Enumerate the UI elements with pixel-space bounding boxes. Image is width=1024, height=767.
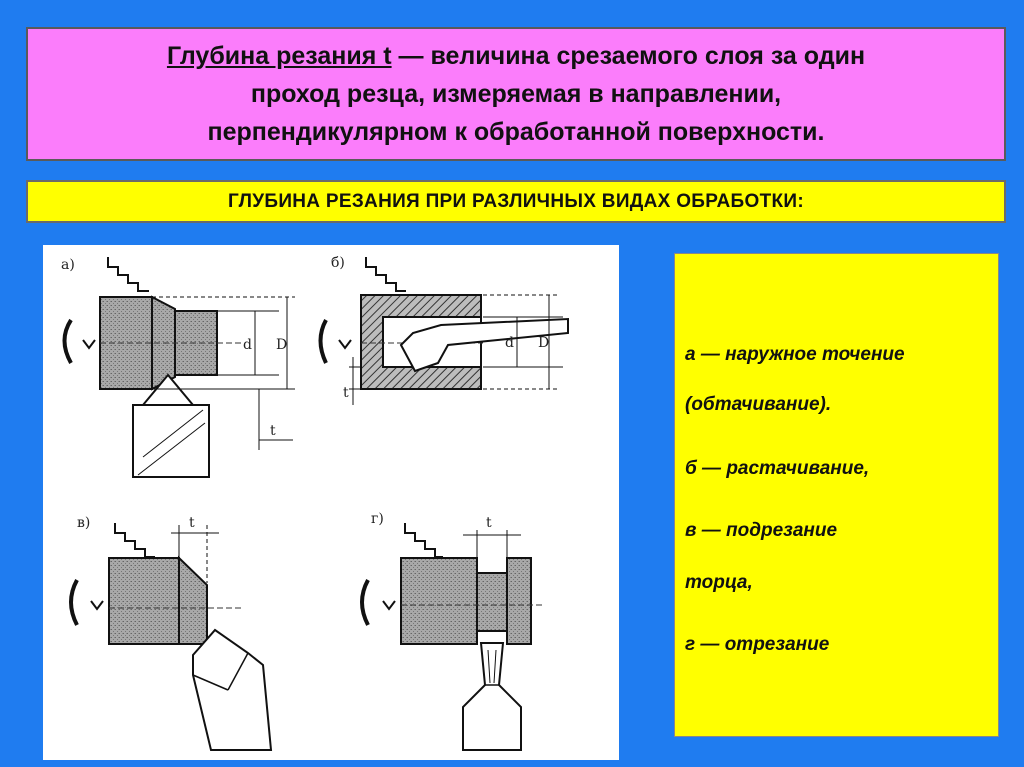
machining-diagram <box>43 245 619 760</box>
legend-b: б — растачивание, <box>685 458 870 479</box>
panel-v-label-t: t <box>189 515 195 531</box>
panel-v-cutting-tool <box>193 630 271 750</box>
panel-g-workpiece <box>401 558 477 644</box>
panel-a <box>61 257 295 477</box>
definition-line3: перпендикулярном к обработанной поверхности. <box>207 118 825 146</box>
subtitle: ГЛУБИНА РЕЗАНИЯ ПРИ РАЗЛИЧНЫХ ВИДАХ ОБРАБОТКИ: <box>228 190 804 212</box>
definition-term: Глубина резания t <box>166 42 392 70</box>
panel-g <box>362 511 543 750</box>
panel-v-label: в) <box>77 515 91 531</box>
panel-a-label-t: t <box>270 423 276 439</box>
panel-b-label: б) <box>331 255 345 271</box>
legend-g: г — отрезание <box>685 634 830 655</box>
legend-box <box>674 253 999 737</box>
legend-v-line2: торца, <box>685 572 753 593</box>
panel-b-label-d: d <box>505 335 514 351</box>
panel-a-label: а) <box>61 257 75 273</box>
panel-v <box>71 515 271 750</box>
panel-a-label-D: D <box>276 337 288 353</box>
panel-a-label-d: d <box>243 337 252 353</box>
panel-g-label-t: t <box>486 515 492 531</box>
panel-a-workpiece <box>100 297 152 389</box>
panel-g-parting-tool <box>463 643 521 750</box>
panel-a-rotation-arrow <box>65 320 72 363</box>
definition-box <box>26 27 1006 161</box>
panel-b-label-t: t <box>343 385 349 401</box>
panel-b <box>321 255 569 405</box>
legend-a-line1: а — наружное точение <box>685 344 905 365</box>
definition-line1: — величина срезаемого слоя за один <box>391 42 866 70</box>
panel-v-workpiece <box>109 558 179 644</box>
panel-g-label: г) <box>371 511 384 527</box>
definition-text <box>167 37 865 151</box>
legend-a-line2: (обтачивание). <box>685 394 832 415</box>
legend-v-line1: в — подрезание <box>685 520 838 541</box>
subtitle-box <box>26 180 1006 223</box>
machining-diagram-svg <box>43 245 619 760</box>
panel-a-chuck-steps <box>108 257 149 291</box>
panel-b-label-D: D <box>538 335 550 351</box>
panel-a-cutting-tool <box>133 375 209 477</box>
definition-line2: проход резца, измеряемая в направлении, <box>250 80 782 108</box>
